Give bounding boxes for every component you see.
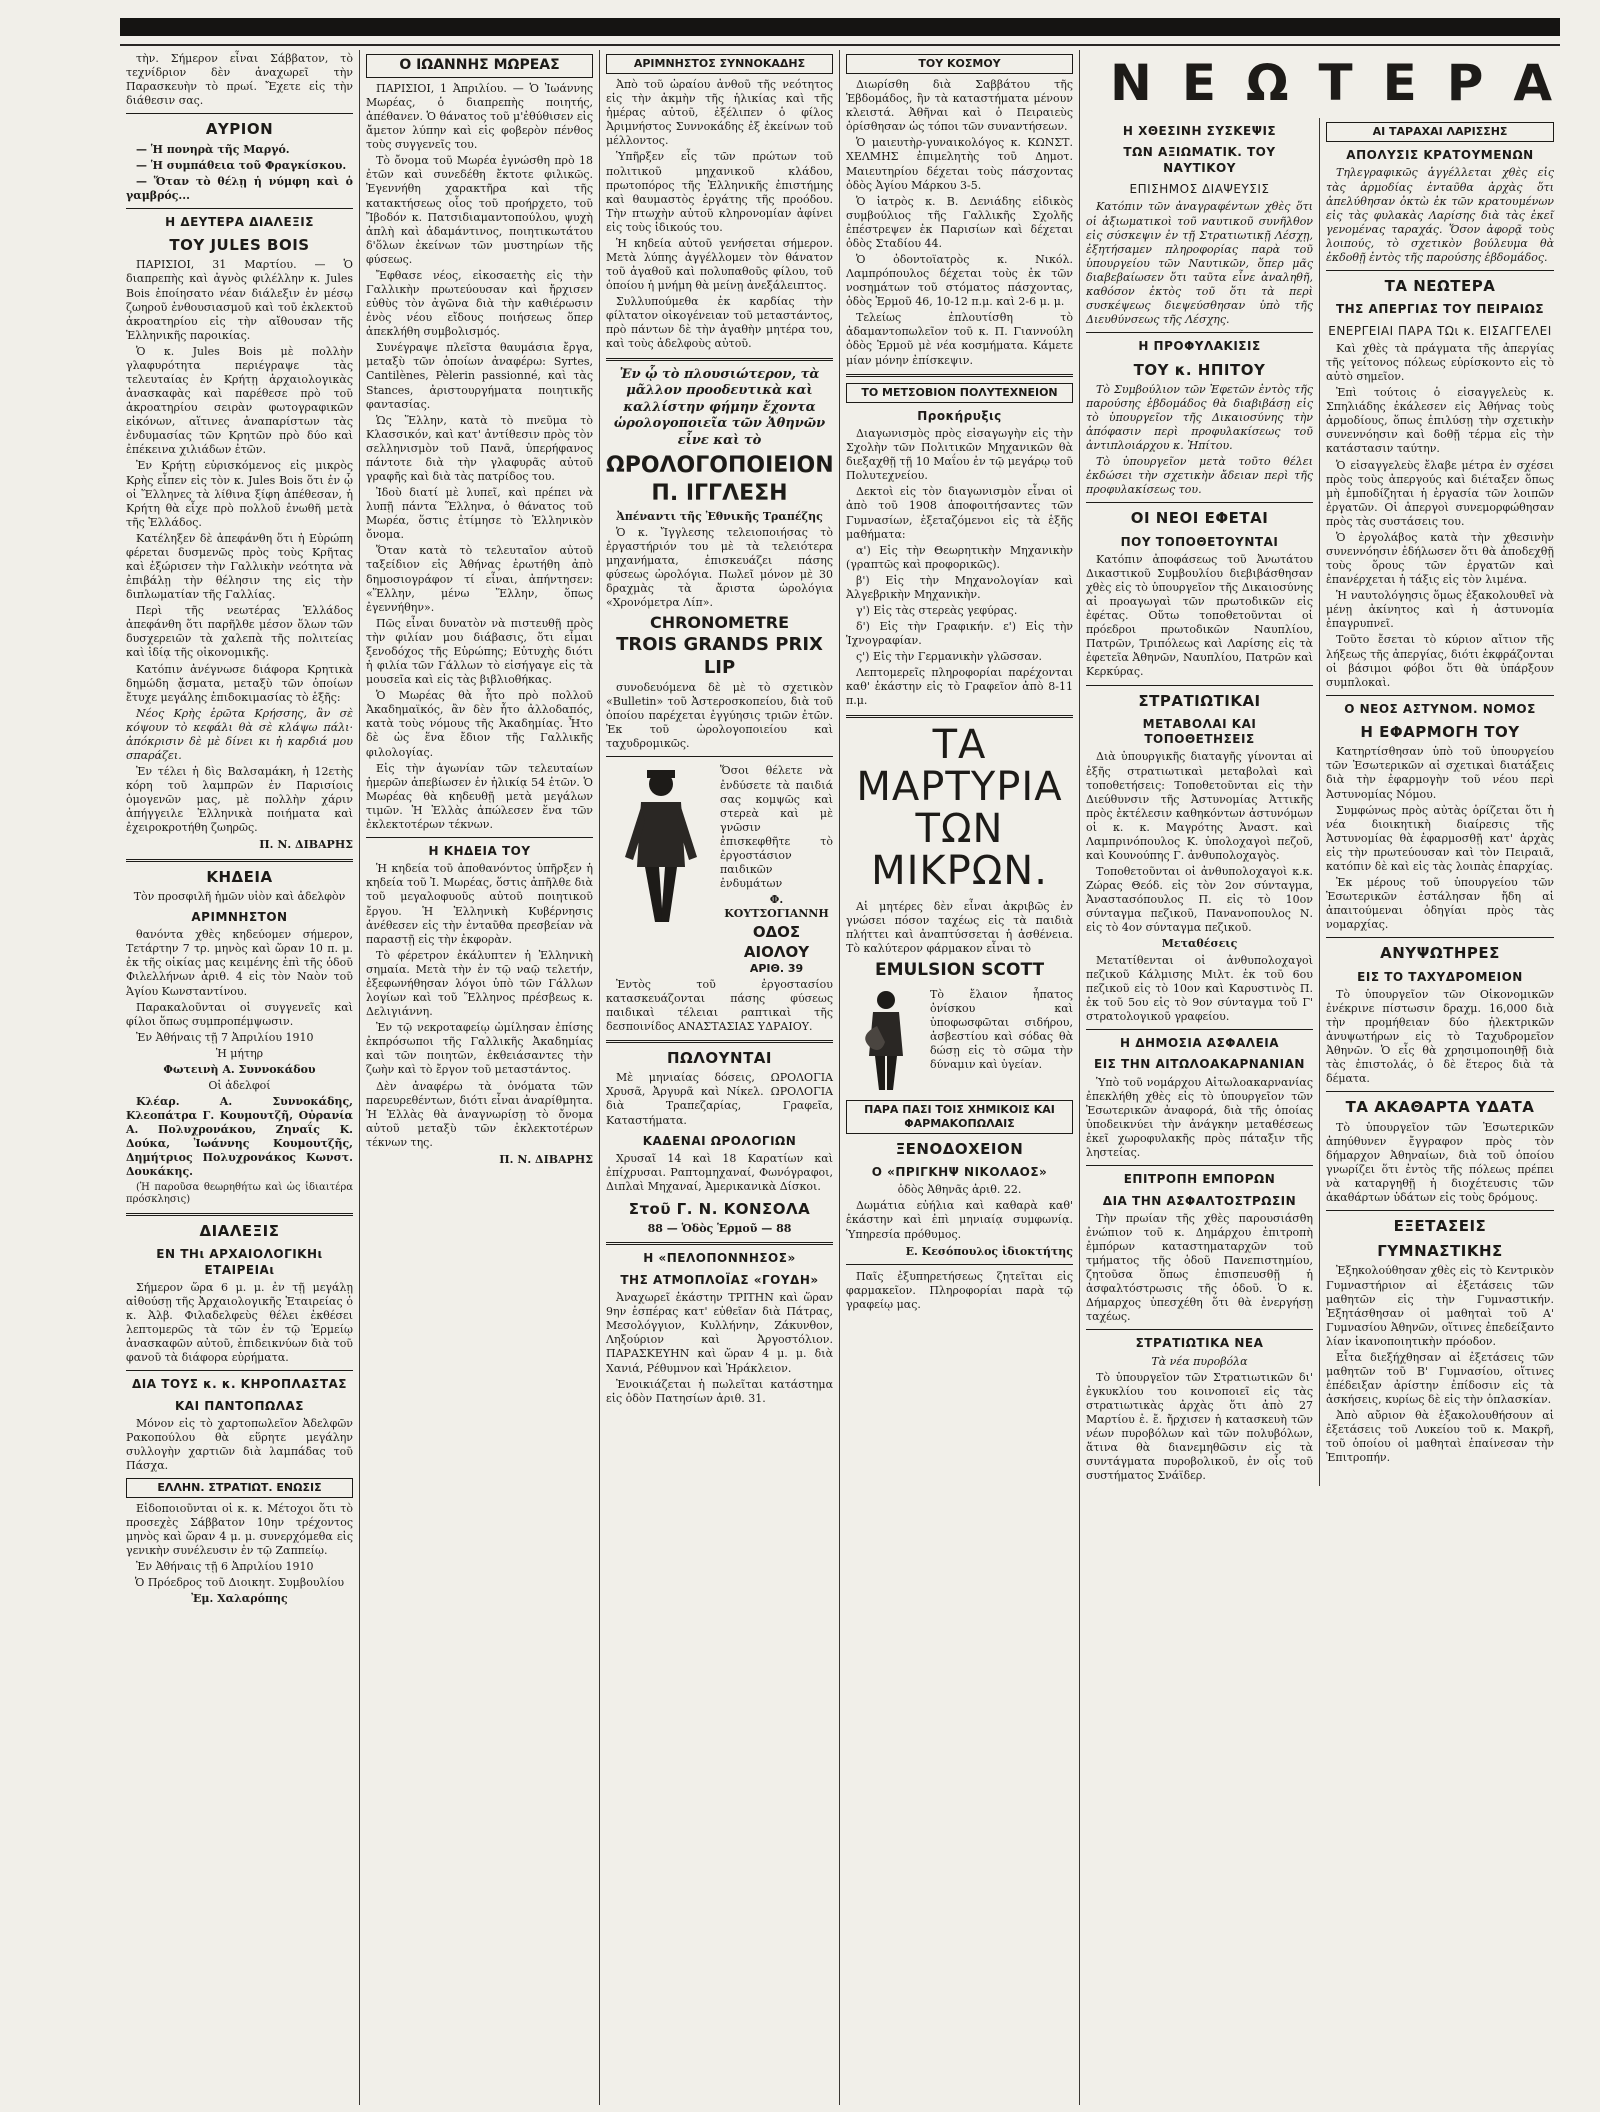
article-paragraph: Ἐν τέλει ἡ δὶς Βαλσαμάκη, ἡ 12ετὴς κόρη τοῦ λαμπρῶν ἐν Παρισίοις ὁμογενῶν μας, μὲ πολλὴν χάριν ἀπήγγειλε Ἑλληνικὰ ποιήματα καὶ ἐχειροκροτήθη ζωηρῶς. xyxy=(126,765,353,835)
avrion-line: — Ἡ συμπάθεια τοῦ Φραγκίσκου. xyxy=(136,158,347,172)
article-title: ΕΞΕΤΑΣΕΙΣ xyxy=(1393,1217,1487,1236)
article-sub: ΔΙΑ ΤΗΝ ΑΣΦΑΛΤΟΣΤΡΩΣΙΝ xyxy=(1102,1193,1297,1208)
notice-title: ΚΗΔΕΙΑ xyxy=(206,867,273,886)
article-paragraph: Ὁ ἰατρὸς κ. Β. Δενιάδης εἰδικὸς συμβούλιος τῆς Γαλλικῆς Σχολῆς ἐπέστρεψεν ἐκ Παρισίων καὶ δέχεται ὁδὸς Σταδίου 44. xyxy=(846,194,1073,250)
article-paragraph: Ἐξηκολούθησαν χθὲς εἰς τὸ Κεντρικὸν Γυμναστήριον αἱ ἐξετάσεις τῶν μαθητῶν εἰς τὴν Γυμναστικήν. Ἐξητάσθησαν οἱ μαθηταὶ τοῦ Α' Γυμνασίου Ἀθηνῶν, οἵτινες ἐπεδείξαντο λίαν ἱκανοποιητικὴν πρόοδον. xyxy=(1326,1264,1554,1348)
article-paragraph: Ἐν τῷ νεκροταφείῳ ὡμίλησαν ἐπίσης ἐκπρόσωποι τῆς Γαλλικῆς Ἀκαδημίας καὶ τῶν ποιητῶν, ἐκθειάσαντες τὴν ζωὴν καὶ τὸ ἔργον τοῦ μεταστάντος. xyxy=(366,1021,593,1077)
divider xyxy=(1326,270,1554,271)
divider xyxy=(1086,685,1313,686)
article-paragraph: Κατόπιν ἀποφάσεως τοῦ Ἀνωτάτου Δικαστικοῦ Συμβουλίου διεβιβάσθησαν χθὲς εἰς τὸ ὑπουργεῖον τῆς Δικαιοσύνης αἱ προαγωγαὶ τῶν πρωτοδικῶν εἰς ἐφέτας. Οὕτω τοποθετοῦνται οἱ πρόεδροι πρωτοδικῶν Ναυπλίου, Πατρῶν, Τριπόλεως καὶ Λαρίσης εἰς τὰ ἐφετεῖα Ἀθηνῶν, Ναυπλίου, Πατρῶν καὶ Κερκύρας. xyxy=(1086,552,1313,679)
article-sub: Τὰ νέα πυροβόλα xyxy=(1151,1354,1248,1368)
article-paragraph: Κατηρτίσθησαν ὑπὸ τοῦ ὑπουργείου τῶν Ἐσωτερικῶν αἱ σχετικαὶ διατάξεις διὰ τὴν ἐφαρμογὴν τοῦ νέου περὶ Ἀστυνομίας Νόμου. xyxy=(1326,745,1554,801)
article-paragraph: Ὑπῆρξεν εἷς τῶν πρώτων τοῦ πολιτικοῦ μηχανικοῦ κλάδου, πρωτοπόρος τῆς Ἑλληνικῆς ἐπιστήμης καὶ θαυμαστὸς ἐργάτης τῆς προόδου. Τὴν πτωχὴν αὐτοῦ κληρονομίαν ἀφίνει εἰς τοὺς ἰδικούς του. xyxy=(606,150,833,234)
article-paragraph: Ἀπὸ τοῦ ὠραίου ἀνθοῦ τῆς νεότητος εἰς τὴν ἀκμὴν τῆς ἡλικίας καὶ τῆς ἡμέρας αὐτοῦ, ἐξέλιπεν ὁ φίλος Ἀριμνήστος Συννοκάδης ἐξ ἐκείνων τοῦ μέλλοντος. xyxy=(606,78,833,148)
article-title: ΣΤΡΑΤΙΩΤΙΚΑ ΝΕΑ xyxy=(1135,1336,1264,1351)
article-title: ΟΙ ΝΕΟΙ ΕΦΕΤΑΙ xyxy=(1130,509,1269,528)
ad-shop: Στοῦ Γ. Ν. ΚΟΝΣΟΛΑ xyxy=(628,1200,811,1219)
article-title: ΑΡΙΜΝΗΣΤΟΣ ΣΥΝΝΟΚΑΔΗΣ xyxy=(606,54,833,74)
article-paragraph: Συνέγραψε πλεῖστα θαυμάσια ἔργα, μεταξὺ τῶν ὁποίων ἀναφέρω: Syrtes, Cantilènes, Pèlerin passionné, καὶ τὰς Stances, ἀριστουργήματα ποιητικῆς φαντασίας. xyxy=(366,341,593,411)
article-paragraph: Διὰ ὑπουργικῆς διαταγῆς γίνονται αἱ ἑξῆς στρατιωτικαὶ μεταβολαὶ καὶ τοποθετήσεις: Τοποθετοῦνται εἰς τὴν Διεύθυνσιν τῆς Ἀστυνομίας Ἀττικῆς πρὸς ἐκτέλεσιν καθηκόντων ἀστυνόμων οἱ κ. κ. Μαγρότης Ἀναστ. καὶ Λαμπρινόπουλος Κ. ὑπολοχαγοὶ πεζοῦ, καὶ Κουνούπης Γ. ἀνθυπολοχαγὸς. xyxy=(1086,750,1313,863)
article-title: Η ΠΡΟΦΥΛΑΚΙΣΙΣ xyxy=(1138,339,1261,354)
fisherman-icon xyxy=(846,986,926,1096)
article-sub: ΜΕΤΑΒΟΛΑΙ ΚΑΙ ΤΟΠΟΘΕΤΗΣΕΙΣ xyxy=(1142,716,1257,747)
ad-intro: Ἐν ᾧ τὸ πλουσιώτερον, τὰ μᾶλλον προοδευτικὰ καὶ καλλίστην φήμην ἔχοντα ὡρολογοποιεῖα τῶν Ἀθηνῶν εἶνε καὶ τὸ xyxy=(613,366,826,449)
union-sign-name: Ἐμ. Χαλαρόπης xyxy=(191,1592,288,1606)
notice-sub: Τὸν προσφιλῆ ἡμῶν υἱὸν καὶ ἀδελφὸν xyxy=(133,889,346,903)
article-title: ΓΥΜΝΑΣΤΙΚΗΣ xyxy=(1377,1242,1503,1261)
article-paragraph: Ὑπὸ τοῦ νομάρχου Αἰτωλοακαρνανίας ἐπεκλήθη χθὲς εἰς τὸ ὑπουργεῖον τῶν Ἐσωτερικῶν ἀναφορά, διὰ τῆς ὁποίας ὑποδεικνύει τὴν ἀνάγκην μεταθέσεως ἐκεῖ χωροφυλακῆς πρὸς πάταξιν τῆς ληστείας. xyxy=(1086,1075,1313,1160)
ad-sub: ΤΗΣ ΑΤΜΟΠΛΟΪΑΣ «ΓΟΥΔΗ» xyxy=(620,1272,819,1287)
article-title: ΤΟΥ κ. ΗΠΙΤΟΥ xyxy=(1133,360,1266,379)
poem: Νέος Κρὴς ἐρῶτα Κρήσσης, ἂν σὲ κόψουν τὸ κεφάλι θὰ σὲ κλάψω πάλι· ἀπόκρισιν δὲ μὲ δίνει κι ἡ καρδιά μου σπαράζει. xyxy=(126,706,353,763)
article-paragraph: Συλλυπούμεθα ἐκ καρδίας τὴν φίλτατον οἰκογένειαν τοῦ μεταστάντος, πρὸ πάντων δὲ τὴν ἀγαθὴν μητέρα του, καὶ τοὺς ἀδελφοὺς αὐτοῦ. xyxy=(606,295,833,351)
divider xyxy=(1326,695,1554,696)
ad-clothing xyxy=(606,762,833,975)
ad-address: 88 — Ὁδὸς Ἑρμοῦ — 88 xyxy=(647,1222,792,1236)
ad-headline: ΤΩΝ xyxy=(915,805,1004,852)
article-paragraph: Τὸ ὄνομα τοῦ Μωρέα ἐγνώσθη πρὸ 18 ἐτῶν καὶ συνεδέθη ἔκτοτε φιλικῶς. Ἐγεννήθη χαρακτῆρα καὶ τῆς κατακτήσεως οἷος τοῦ προήρχετο, τοῦ Ἴβοδόν κ. Πατσιδιαμαντοπούλου, ψυχὴ ἁπλὴ καὶ ἀδαμάντινος, ποιητικωτάτου δ'ὅλων ἐκείνων τῶν μυστηρίων τῆς φύσεως. xyxy=(366,154,593,266)
article-title: ΑΝΥΨΩΤΗΡΕΣ xyxy=(1380,944,1500,963)
hotel-owner: Ε. Κεσόπουλος ἰδιοκτήτης xyxy=(905,1244,1073,1258)
column-6 xyxy=(1320,118,1560,1486)
article-paragraph: Ὁ ὀδοντοϊατρὸς κ. Νικόλ. Λαμπρόπουλος δέχεται τοὺς ἐκ τῶν νοσημάτων τοῦ στόματος πάσχοντας, ὁδὸς Ἑρμοῦ 46, 10-12 π.μ. καὶ 2-6 μ. μ. xyxy=(846,253,1073,309)
article-title: ΕΠΙΤΡΟΠΗ ΕΜΠΟΡΩΝ xyxy=(1123,1172,1276,1187)
column-5 xyxy=(1080,118,1320,1486)
hotel-address: ὁδὸς Ἀθηνᾶς ἀριθ. 22. xyxy=(897,1183,1022,1197)
article-title: Η ΧΘΕΣΙΝΗ ΣΥΣΚΕΨΙΣ xyxy=(1122,124,1277,138)
article-paragraph: Ἡ κηδεία αὐτοῦ γενήσεται σήμερον. Μετὰ λύπης ἀγγέλλομεν τὸν θάνατον τοῦ ἀγαθοῦ καὶ πολυπαθοῦς φίλου, τοῦ ὁποίου ἡ μνήμη θὰ μείνῃ ἀνεξάλειπτος. xyxy=(606,236,833,293)
column-3 xyxy=(600,50,840,2105)
ad-sub: ΚΑΔΕΝΑΙ ΩΡΟΛΟΓΙΩΝ xyxy=(642,1133,797,1148)
avrion-line: — Ὅταν τὸ θέλῃ ἡ νύμφη καὶ ὁ γαμβρός... xyxy=(126,174,353,202)
ad-brand: TROIS GRANDS PRIX LIP xyxy=(616,634,823,679)
divider xyxy=(1086,1165,1313,1166)
article-title: ΤΩΝ ΑΞΙΩΜΑΤΙΚ. ΤΟΥ ΝΑΥΤΙΚΟΥ xyxy=(1123,145,1276,175)
ad-paragraph: Ἐνοικιάζεται ἡ πωλεῖται κατάστημα εἰς ὁδὸν Πατησίων ἀριθ. 31. xyxy=(606,1377,833,1405)
masthead-bar xyxy=(120,18,1560,36)
ad-brand: CHRONOMETRE xyxy=(649,612,790,632)
ad-paragraph: Παῖς ἐξυπηρετήσεως ζητεῖται εἰς φαρμακεῖον. Πληροφορίαι παρὰ τῷ γραφείῳ μας. xyxy=(846,1269,1073,1311)
notice-paragraph: θανόντα χθὲς κηδεύομεν σήμερον, Τετάρτην 7 τρ. μηνὸς καὶ ὥραν 10 π. μ. ἐκ τῆς οἰκίας μας κειμένης ἐπὶ τῆς ὁδοῦ Φιλελλήνων ἀριθ. 4 εἰς τὸν Ναὸν τοῦ Ἁγίου Κωνσταντίνου. xyxy=(126,928,353,998)
divider xyxy=(846,374,1073,377)
ad-paragraph: Ἐντὸς τοῦ ἐργοστασίου κατασκευάζονται πάσης φύσεως παιδικαὶ τέλειαι ραπτικαὶ τῆς δεσποινίδος ΑΝΑΣΤΑΣΙΑΣ ΥΔΡΑΙΟΥ. xyxy=(606,977,833,1034)
article-paragraph: Συμφώνως πρὸς αὐτὰς ὁρίζεται ὅτι ἡ νέα διοικητικὴ διαίρεσις τῆς Ἀστυνομίας θὰ ἐφαρμοσθῇ κατ' ἀρχὰς εἰς τὴν πρωτεύουσαν καὶ τὸν Πειραιᾶ, κατόπιν δὲ καὶ εἰς τὰς λοιπὰς ἐπαρχίας. xyxy=(1326,803,1554,873)
list-item: ς') Εἰς τὴν Γερμανικὴν γλῶσσαν. xyxy=(856,650,1043,664)
avrion-line: — Ἡ πονηρὰ τῆς Μαργό. xyxy=(136,142,290,156)
ad-headline: ΜΑΡΤΥΡΙΑ xyxy=(856,763,1063,810)
article-paragraph: Ἐκ μέρους τοῦ ὑπουργείου τῶν Ἐσωτερικῶν ἐστάλησαν ἤδη αἱ ἀπαιτούμεναι ὁδηγίαι πρὸς τὰς νομαρχίας. xyxy=(1326,876,1554,932)
article-paragraph: Ἐν Κρήτῃ εὑρισκόμενος εἰς μικρὸς Κρὴς εἶπεν εἰς τὸν κ. Jules Bois ὅτι ἐν ᾧ οἱ Ἕλληνες τὰ λίθινα ξίφη ἀπέθεσαν, ἡ Κρήτη θὰ εἶχε πρὸ πολλοῦ ἑνωθῆ μετὰ τῆς Ἑλλάδος. xyxy=(126,459,353,529)
ad-brand: EMULSION SCOTT xyxy=(874,959,1045,980)
divider xyxy=(1086,1029,1313,1030)
article-paragraph: Εἰς τὴν ἀγωνίαν τῶν τελευταίων ἡμερῶν ἀπεβίωσεν ἐν ἡλικίᾳ 54 ἐτῶν. Ὁ Μωρέας θὰ κηδευθῇ μετὰ μεγάλων τιμῶν. Ἡ Ἑλλὰς ἀπώλεσεν ἕνα τῶν ἐκλεκτοτέρων τέκνων. xyxy=(366,761,593,831)
divider xyxy=(1086,1329,1313,1330)
divider xyxy=(606,358,833,361)
article-paragraph: Τὸ ὑπουργεῖον τῶν Οἰκονομικῶν ἐνέκρινε πίστωσιν δραχμ. 16,000 διὰ τὴν προμήθειαν δύο ἠλεκτρικῶν ἀνυψωτήρων εἰς τὸ Ταχυδρομεῖον Ἀθηνῶν. Ὁ εἷς θὰ χρησιμοποιηθῇ διὰ τὰς ἐπιστολάς, ὁ δὲ ἕτερος διὰ τὰ δέματα. xyxy=(1326,987,1554,1086)
ad-paragraph: Μὲ μηνιαίας δόσεις, ΩΡΟΛΟΓΙΑ Χρυσᾶ, Ἀργυρᾶ καὶ Νίκελ. ΩΡΟΛΟΓΙΑ διὰ Τραπεζαρίας, Γραφεῖα, Καταστήματα. xyxy=(606,1071,833,1127)
article-paragraph: Δὲν ἀναφέρω τὰ ὀνόματα τῶν παρευρεθέντων, διότι εἶναι ἀναρίθμητα. Ἡ Ἑλλὰς θὰ ἀναγνωρίσῃ τὸ ὄνομα αὐτοῦ μεταξὺ τῶν ἐκλεκτοτέρων τέκνων της. xyxy=(366,1079,593,1149)
divider xyxy=(126,1370,353,1371)
divider xyxy=(1086,502,1313,503)
article-paragraph: Ἡ ναυτολόγησις ὅμως ἐξακολουθεῖ νὰ μένῃ ἀκίνητος καὶ ἡ ἀστυνομία ἐπαγρυπνεῖ. xyxy=(1326,589,1554,631)
article-paragraph: Τὸ ὑπουργεῖον τῶν Στρατιωτικῶν δι' ἐγκυκλίου του κοινοποιεῖ εἰς τὰς στρατιωτικὰς ἀρχὰς ὅτι ἀπὸ 27 Μαρτίου ἐ. ἔ. ἤρχισεν ἡ κατασκευὴ τῶν νέων πυροβόλων καὶ τῶν πολυβόλων, ἅτινα θὰ διανεμηθῶσιν εἰς τὰ συντάγματα πυροβολικοῦ, ἐν οἷς τοῦ συστήματος Σνάϊδερ. xyxy=(1086,1370,1313,1483)
union-paragraph: Εἰδοποιοῦνται οἱ κ. κ. Μέτοχοι ὅτι τὸ προσεχὲς Σάββατον 10ην τρέχοντος μηνὸς καὶ ὥραν 4 μ. μ. συνερχόμεθα εἰς γενικὴν συνέλευσιν ἐν τῷ Ζαππείῳ. xyxy=(126,1501,353,1557)
ad-scott-body xyxy=(846,986,1073,1096)
article-paragraph: Κατόπιν ἀνέγνωσε διάφορα Κρητικὰ δημώδη ᾄσματα, μεταξὺ τῶν ὁποίων ἔτυχε μεγάλης ἐπιδοκιμασίας τὸ ἑξῆς: xyxy=(126,662,353,704)
article-paragraph: Τὸ ὑπουργεῖον μετὰ τοῦτο θέλει ἐκδώσει τὴν σχετικὴν ἄδειαν περὶ τῆς προφυλακίσεως του. xyxy=(1086,455,1313,497)
ad-name: Π. ΙΓΓΛΕΣΗ xyxy=(651,480,788,506)
list-item: δ') Εἰς τὴν Γραφικήν. ε') Εἰς τὴν Ἱχνογραφίαν. xyxy=(846,620,1073,648)
article-sub: ΕΝΕΡΓΕΙΑΙ ΠΑΡΑ ΤΩι κ. ΕΙΣΑΓΓΕΛΕΙ xyxy=(1328,323,1552,338)
article-paragraph: Μετατίθενται οἱ ἀνθυπολοχαγοὶ πεζικοῦ Κάλμισης Μιλτ. ἐκ τοῦ 6ου πεζικοῦ εἰς τὸ 10ον καὶ Καρυστινὸς Π. ἐκ τοῦ 5ου εἰς τὸ 9ον σύνταγμα τοῦ Γ' στρατολογικοῦ γραφείου. xyxy=(1086,953,1313,1023)
article-sub: ΠΟΥ ΤΟΠΟΘΕΤΟΥΝΤΑΙ xyxy=(1120,534,1279,549)
article-paragraph: Ὁ κ. Jules Bois μὲ πολλὴν γλαφυρότητα περιέγραψε τὰς τελευταίας ἐν Κρήτῃ ἀρχαιολογικὰς ἀνασκαφὰς καὶ παρέθεσε πρὸ τοῦ ἀκροατηρίου σειρὰν φωτογραφικῶν εἰκόνων, αἵτινες ἀναπαρίστων τὰς ἐνδυμασίας τῶν Κρητῶν πρὸ δύο καὶ ἐπέκεινα χιλιάδων ἐτῶν. xyxy=(126,344,353,457)
ad-street: ΟΔΟΣ ΑΙΟΛΟΥ xyxy=(743,923,810,961)
ad-name: Φ. ΚΟΥΤΣΟΓΙΑΝΝΗ xyxy=(724,893,829,921)
article-paragraph: Δεκτοὶ εἰς τὸν διαγωνισμὸν εἶναι οἱ ἀπὸ τοῦ 1908 ἀποφοιτήσαντες τῶν Γυμνασίων, ἐξεταζόμενοι εἰς τὰ ἑξῆς μαθήματα: xyxy=(846,485,1073,541)
divider xyxy=(1326,1091,1554,1092)
ad-title: ΚΑΙ ΠΑΝΤΟΠΩΛΑΣ xyxy=(174,1398,304,1413)
article-paragraph: Περὶ τῆς νεωτέρας Ἑλλάδος ἀπεφάνθη ὅτι παρῆλθε μέσον ὅλων τῶν δυσχερειῶν τὰ χαλεπὰ τῆς πολιτείας καὶ ἰδίᾳ τῆς οἰκονομικῆς. xyxy=(126,604,353,660)
notice-siblings-names: Κλέαρ. Α. Συννοκάδης, Κλεοπάτρα Γ. Κουμουτζῆ, Οὐρανία Α. Πολυχρονάκου, Ζηναΐς Κ. Δούκα, Ἰωάννης Κουμουτζῆς, Δημήτριος Πολυχρονάκος Κωνστ. Δουκάκης. xyxy=(126,1095,353,1179)
article-paragraph: Τὴν πρωίαν τῆς χθὲς παρουσιάσθη ἐνώπιον τοῦ κ. Δημάρχου ἐπιτροπὴ ἐμπόρων καταστηματαρχῶν τοῦ τμήματος τῆς ὁδοῦ Πανεπιστημίου, ζητοῦσα ὅπως ἐπισπευσθῇ ἡ ἀσφαλτόστρωσις τῆς ὁδοῦ. Ὁ κ. Δήμαρχος ὑπεσχέθη ὅτι θὰ ἐνεργήσῃ ταχέως. xyxy=(1086,1211,1313,1324)
column-4 xyxy=(840,50,1080,2105)
newspaper-page xyxy=(120,50,1583,2105)
article-paragraph: Καὶ χθὲς τὰ πράγματα τῆς ἀπεργίας τῆς γείτονος πόλεως εὑρίσκοντο εἰς τὸ αὐτὸ σημεῖον. xyxy=(1326,341,1554,384)
ad-paragraph: Ἀναχωρεῖ ἑκάστην ΤΡΙΤΗΝ καὶ ὥραν 9ην ἑσπέρας κατ' εὐθεῖαν διὰ Πάτρας, Μεσολόγγιον, Κυλλήνην, Ζάκυνθον, Ληξούριον καὶ Ἀργοστόλιον. ΠΑΡΑΣΚΕΥΗΝ καὶ ὥραν 4 μ. μ. διὰ Χανιά, Ρέθυμνον καὶ Ἡράκλειον. xyxy=(606,1291,833,1375)
neotera-section xyxy=(1080,50,1583,2105)
notice-paragraph: Παρακαλοῦνται οἱ συγγενεῖς καὶ φίλοι ὅπως συμπροπέμψωσιν. xyxy=(126,1000,353,1028)
article-paragraph: Τηλεγραφικῶς ἀγγέλλεται χθὲς εἰς τὰς ἁρμοδίας ἐνταῦθα ἀρχὰς ὅτι ἀπελύθησαν ὀκτὼ ἐκ τῶν κρατουμένων εἰς τὰς φυλακὰς Λαρίσης διὰ τὰς ἐκεῖ γενομένας ταραχάς. Ὅσον ἀφορᾷ τοὺς λοιπούς, τὸ σχετικὸν βούλευμα θὰ ἐκδοθῇ ἐντὸς τῆς παρούσης ἑβδομάδος. xyxy=(1326,166,1554,264)
divider xyxy=(126,113,353,114)
divider xyxy=(126,859,353,862)
boy-figure-icon xyxy=(606,762,716,975)
lecture-paragraph: Σήμερον ὥρα 6 μ. μ. ἐν τῇ μεγάλῃ αἰθούσῃ τῆς Ἀρχαιολογικῆς Ἑταιρείας ὁ κ. Ἀλβ. Φιλαδελφεὺς θέλει ἐκθέσει λεπτομερῶς τὰ τῶν ἐν τῷ Ἑρμείῳ ἀνασκαφῶν αὐτοῦ, ἐπιδεικνύων διὰ τοῦ φανοῦ τὰ διάφορα εὑρήματα. xyxy=(126,1281,353,1365)
divider xyxy=(126,208,353,209)
ad-title: ΔΙΑ ΤΟΥΣ κ. κ. ΚΗΡΟΠΛΑΣΤΑΣ xyxy=(131,1377,347,1392)
article-paragraph: Κατέληξεν δὲ ἀπεφάνθη ὅτι ἡ Εὐρώπη φέρεται δυσμενῶς πρὸς τοὺς Κρῆτας καὶ ἐξώρισεν τὴν Γαλλικὴν νεότητα νὰ ἐπιβάλῃ τὴν θέλησιν της εἰς τὴν διπλωματίαν τῆς Γαλλίας. xyxy=(126,531,353,602)
divider xyxy=(606,1040,833,1043)
ad-title: ΠΩΛΟΥΝΤΑΙ xyxy=(666,1049,772,1068)
article-paragraph: Ὁ εἰσαγγελεὺς ἔλαβε μέτρα ἐν σχέσει πρὸς τοὺς ἀπεργούς καὶ διέταξεν ὅπως μὴ ἐμποδίζηται ἡ ἐργασία τῶν λοιπῶν ἐργατῶν. Οἱ ἀπεργοὶ συνεμορφώθησαν πρὸς τὰς συστάσεις του. xyxy=(1326,458,1554,528)
list-item: γ') Εἰς τὰς στερεὰς γεφύρας. xyxy=(856,604,1018,618)
masthead-rule xyxy=(120,44,1560,46)
ad-headline: ΜΙΚΡΩΝ. xyxy=(871,847,1048,894)
section-title: Η ΚΗΔΕΙΑ ΤΟΥ xyxy=(428,843,531,858)
section-masthead: ΝΕΩΤΕΡΑ xyxy=(1110,54,1583,112)
article-title: ΤΟΥ ΚΟΣΜΟΥ xyxy=(846,54,1073,74)
article-paragraph: Ὡς Ἕλλην, κατὰ τὸ πνεῦμα τὸ Κλασσικόν, καὶ κατ' ἀντίθεσιν πρὸς τὸν σελληνισμὸν τοῦ Πανᾶ, ὑπερήφανος πάντοτε διὰ τὴν γλαφυρᾶς αὐτοῦ γραφῆς καὶ διὰ τὰς πατρίδος του. xyxy=(366,413,593,484)
article-title: ΤΑ ΝΕΩΤΕΡΑ xyxy=(1384,276,1496,295)
article-paragraph: Ὁ μαιευτὴρ-γυναικολόγος κ. ΚΩΝΣΤ. ΧΕΛΜΗΣ ἐπιμελητὴς τοῦ Δημοτ. Μαιευτηρίου δέχεται τοὺς πάσχοντας ὁδὸς Ἀγίου Μάρκου 3-5. xyxy=(846,136,1073,192)
article-paragraph: Τοποθετοῦνται οἱ ἀνθυπολοχαγοὶ κ.κ. Ζώρας Θεόδ. εἰς τὸν 2ον σύνταγμα, Ἀναστασόπουλος Π. εἰς τὸ 10ον σύνταγμα πεζικοῦ, Πανανοπουλος Ν. εἰς τὸ 4ον σύνταγμα πεζικοῦ. xyxy=(1086,865,1313,935)
column-1 xyxy=(120,50,360,2105)
ad-paragraph: Τὸ ἔλαιον ἧπατος ὀνίσκου καὶ ὑποφωσφῶται σιδήρου, ἀσβεστίου καὶ σόδας θὰ δώσῃ εἰς τὸ σῶμα τὴν δύναμιν καὶ ὑγείαν. xyxy=(930,987,1073,1072)
section-sub: Προκήρυξις xyxy=(917,408,1002,423)
list-item: α') Εἰς τὴν Θεωρητικὴν Μηχανικὴν (γραπτῶς καὶ προφορικῶς). xyxy=(846,543,1073,571)
ad-paragraph: Αἱ μητέρες δὲν εἶναι ἀκριβῶς ἐν γνώσει πόσον ταχέως εἰς τὰ παιδιὰ πλήττει καὶ ἀναπτύσσεται ἡ ἀσθένεια. Τὸ καλύτερον φάρμακον εἶναι τὸ xyxy=(846,899,1073,955)
article-paragraph: Τὸ ὑπουργεῖον τῶν Ἐσωτερικῶν ἀπηύθυνεν ἔγγραφον πρὸς τὸν δήμαρχον Ἀθηναίων, διὰ τοῦ ὁποίου γνωρίζει ὅτι ἐντὸς τῆς πόλεως πρέπει νὰ καταργηθῇ ἡ διοχέτευσις τῶν ἀκαθάρτων ὑδάτων εἰς τοὺς δρόμους. xyxy=(1326,1120,1554,1204)
article-paragraph: Ἐπὶ τούτοις ὁ εἰσαγγελεὺς κ. Σπηλιάδης ἐκάλεσεν εἰς Ἀθήνας τοὺς ἀρμοδίους, ὅπως ἐπιλύσῃ τὴν σχετικὴν συνεννόησιν καὶ δοθῇ τέρμα εἰς τὴν κατάστασιν ταύτην. xyxy=(1326,386,1554,456)
ad-location: Ἀπέναντι τῆς Ἐθνικῆς Τραπέζης xyxy=(616,510,823,523)
divider xyxy=(1326,1210,1554,1211)
article-subhead: Μεταθέσεις xyxy=(1161,937,1238,951)
article-paragraph: Ἔφθασε νέος, εἰκοσαετὴς εἰς τὴν Γαλλικὴν πρωτεύουσαν καὶ ἤρχισεν εὐθὺς τὸν ἀγῶνα διὰ τὴν καθιέρωσιν ἑνὸς νέου εἴδους ποιήσεως ὅπερ ἀπεκλήθη συμβολισμός. xyxy=(366,268,593,339)
hotel-paragraph: Δωμάτια εὐήλια καὶ καθαρὰ καθ' ἑκάστην καὶ ἐπὶ μηνιαίᾳ συμφωνίᾳ. Ὑπηρεσία πρόθυμος. xyxy=(846,1199,1073,1241)
article-title: ΤΟΥ JULES BOIS xyxy=(169,236,310,255)
ad-paragraph: συνοδευόμενα δὲ μὲ τὸ σχετικὸν «Bulletin» τοῦ Ἀστεροσκοπείου, διὰ τοῦ ὁποίου παρέχεται ἐγγύησις τριῶν ἐτῶν. Ἐκ τοῦ ὠρολογοποιείου καὶ ταχυδρομικῶς. xyxy=(606,681,833,751)
article-title: ΤΗΣ ΑΠΕΡΓΙΑΣ ΤΟΥ ΠΕΙΡΑΙΩΣ xyxy=(1335,302,1545,317)
divider xyxy=(606,1242,833,1245)
article-title: ΣΤΡΑΤΙΩΤΙΚΑΙ xyxy=(1138,691,1261,710)
article-title: Η ΕΦΑΡΜΟΓΗ ΤΟΥ xyxy=(1360,723,1520,742)
divider xyxy=(366,837,593,838)
article-title: Η ΔΗΜΟΣΙΑ ΑΣΦΑΛΕΙΑ xyxy=(1119,1035,1280,1050)
lecture-sub: ΕΝ ΤΗι ΑΡΧΑΙΟΛΟΓΙΚΗι ΕΤΑΙΡΕΙΑι xyxy=(156,1247,323,1277)
divider xyxy=(126,1213,353,1216)
lecture-title: ΔΙΑΛΕΞΙΣ xyxy=(199,1222,280,1241)
notice-name: ΑΡΙΜΝΗΣΤΟΝ xyxy=(191,909,288,924)
notice-note: (Ἡ παροῦσα θεωρηθήτω καὶ ὡς ἰδιαιτέρα πρόσκλησις) xyxy=(126,1181,353,1206)
hotel-name: Ο «ΠΡΙΓΚΗΨ ΝΙΚΟΛΑΟΣ» xyxy=(871,1164,1048,1179)
article-paragraph: Ὅταν κατὰ τὸ τελευταῖον αὐτοῦ ταξείδιον εἰς Ἀθήνας ἐρωτήθη ἀπὸ δημοσιογράφον τί εἶναι, ἀπήντησεν: «Ἕλλην, μένω Ἕλλην, ὅπως ἐγεννήθην». xyxy=(366,544,593,614)
section-title: ΤΟ ΜΕΤΣΟΒΙΟΝ ΠΟΛΥΤΕΧΝΕΙΟΝ xyxy=(846,383,1073,403)
signature: Π. Ν. ΔΙΒΑΡΗΣ xyxy=(499,1152,593,1166)
article-title: Ο ΝΕΟΣ ΑΣΤΥΝΟΜ. ΝΟΜΟΣ xyxy=(1344,701,1536,716)
notice-siblings-label: Οἱ ἀδελφοί xyxy=(208,1078,271,1092)
article-paragraph: Τὸ Συμβούλιον τῶν Ἐφετῶν ἐντὸς τῆς παρούσης ἑβδομάδος θὰ διαβιβάσῃ εἰς τὸ ὑπουργεῖον τῆς Δικαιοσύνης τὴν ἀπόφασιν περὶ προφυλακίσεως τοῦ ἀντιπλοιάρχου κ. Ἠπίτου. xyxy=(1086,382,1313,452)
article-title: Η ΔΕΥΤΕΡΑ ΔΙΑΛΕΞΙΣ xyxy=(165,214,314,229)
column-2 xyxy=(360,50,600,2105)
article-paragraph: Ὁ ἐργολάβος κατὰ τὴν χθεσινὴν συνεννόησιν ἐδήλωσεν ὅτι θὰ ἀποδεχθῇ τοὺς ὅρους τῶν ἐργατῶν καὶ ἐπανέρχεται ἡ τάξις εἰς τὸν λιμένα. xyxy=(1326,530,1554,587)
article-paragraph: Τελείως ἐπλουτίσθη τὸ ἀδαμαντοπωλεῖον τοῦ κ. Π. Γιαννούλη ὁδὸς Ἑρμοῦ μὲ νέα κοσμήματα. Κάμετε μίαν μόνην ἐπίσκεψιν. xyxy=(846,311,1073,367)
article-paragraph: ΠΑΡΙΣΙΟΙ, 1 Ἀπριλίου. — Ὁ Ἰωάννης Μωρέας, ὁ διαπρεπὴς ποιητής, ἀπέθανεν. Ὁ θάνατος τοῦ μ'ἐθύθισεν εἰς ἄμετον λύπην καὶ εἰς φοβερὸν πένθος τοὺς συγγενεῖς του. xyxy=(366,81,593,152)
article-sub: ΕΙΣ ΤΟ ΤΑΧΥΔΡΟΜΕΙΟΝ xyxy=(1357,969,1523,984)
divider xyxy=(1326,937,1554,938)
ad-paragraph: Ὁ κ. Ἴγγλεσης τελειοποιήσας τὸ ἐργαστήριόν του μὲ τὰ τελειότερα μηχανήματα, ἐπισκευάζει πάσης φύσεως ὡρολόγια. Πωλεῖ μόνον μὲ 30 δραχμὰς τὰ ἄριστα ὡρολόγια «Χρονόμετρα Λίπ». xyxy=(606,526,833,610)
ad-paragraph: Χρυσαῖ 14 καὶ 18 Καρατίων καὶ ἐπίχρυσαι. Ραπτομηχαναί, Φωνόγραφοι, Διπλαὶ Μηχαναί, Ἀμερικανικὰ Δίσκοι. xyxy=(606,1151,833,1194)
union-date: Ἐν Ἀθήναις τῇ 6 Ἀπριλίου 1910 xyxy=(136,1559,314,1573)
article-paragraph: Κατόπιν τῶν ἀναγραφέντων χθὲς ὅτι οἱ ἀξιωματικοὶ τοῦ ναυτικοῦ συνῆλθον εἰς σύσκεψιν ἐν τῇ Στρατιωτικῇ Λέσχῃ, ἐξητήσαμεν πληροφορίας παρὰ τοῦ ὑπουργείου τῶν Ναυτικῶν, ὅπερ μᾶς διαβεβαίωσεν ὅτι ταῦτα εἶνε ἀναληθῆ, καθόσον ἐκτὸς τοῦ ὅτι τὰ περὶ συσκέψεως διεψεύσθησαν ὑπὸ τῆς Διευθύνσεως τῆς Λέσχης. xyxy=(1086,200,1313,327)
article-paragraph: Ἀπὸ αὔριον θὰ ἐξακολουθήσουν αἱ ἐξετάσεις τοῦ Λυκείου τοῦ κ. Μακρῆ, τοῦ ὁποίου οἱ μαθηταὶ ἐπαίνεσαν τὴν Ἐπιτροπήν. xyxy=(1326,1409,1554,1465)
article-title: Ο ΙΩΑΝΝΗΣ ΜΩΡΕΑΣ xyxy=(366,54,593,78)
article-paragraph: Ἡ κηδεία τοῦ ἀποθανόντος ὑπῆρξεν ἡ κηδεία τοῦ Ἰ. Μωρέας, ὅστις ἀπῆλθε διὰ τοῦ μεγαλοφυοῦς αὐτοῦ ποιητικοῦ ἔργου. Ἡ Ἑλληνικὴ Κυβέρνησις ἀνέθεσεν εἰς τὴν ἐνταῦθα πρεσβείαν νὰ παραστῇ εἰς τὴν ἐκφορὰν. xyxy=(366,862,593,946)
divider xyxy=(846,715,1073,718)
article-paragraph: Διωρίσθη διὰ Σαββάτου τῆς Ἑβδομάδος, ἣν τὰ καταστήματα μένουν κλειστά. Ἀθῆναι καὶ ὁ Πειραιεὺς ὁρίσθησαν ὡς τόποι τῶν συναντήσεων. xyxy=(846,78,1073,134)
article-sub: ΕΙΣ ΤΗΝ ΑΙΤΩΛΟΑΚΑΡΝΑΝΙΑΝ xyxy=(1094,1057,1305,1072)
article-title: ΑΠΟΛΥΣΙΣ ΚΡΑΤΟΥΜΕΝΩΝ xyxy=(1346,148,1534,163)
neotera-columns xyxy=(1080,118,1560,1486)
intro-text: τὴν. Σήμερον εἶναι Σάββατον, τὸ τεχνίδριον δὲν ἀναχωρεῖ τὴν Παρασκευὴν τὸ πρωί. Ἔχετε εἰς τὴν διάθεσιν σας. xyxy=(126,52,353,108)
notice-date: Ἐν Ἀθήναις τῇ 7 Ἀπριλίου 1910 xyxy=(136,1030,314,1044)
signature: Π. Ν. ΔΙΒΑΡΗΣ xyxy=(259,838,353,852)
article-paragraph: Πῶς εἶναι δυνατὸν νὰ πιστευθῇ πρὸς τὴν φιλίαν μου διάβασις, ὅτι εἶμαι ξενοδόχος τῆς Εὐρώπης; Εὐτυχὴς διότι ἡ φιλία τῶν Γάλλων τὸ εἰσήγαγε εἰς τὰ μουσεῖα καὶ εἰς τὰς βιβλιοθήκας. xyxy=(366,616,593,687)
article-paragraph: Εἶτα διεξήχθησαν αἱ ἐξετάσεις τῶν μαθητῶν τοῦ Β' Γυμνασίου, οἵτινες ἐπέδειξαν ἀρίστην ἐπίδοσιν εἰς τὰ ἀσκήσεις, κυρίως δὲ εἰς τὴν ὁπλασκίαν. xyxy=(1326,1350,1554,1407)
article-title: ΑΙ ΤΑΡΑΧΑΙ ΛΑΡΙΣΣΗΣ xyxy=(1326,122,1554,142)
ad-headline: ΩΡΟΛΟΓΟΠΟΙΕΙΟΝ xyxy=(606,452,834,478)
union-sign-label: Ὁ Πρόεδρος τοῦ Διοικητ. Συμβουλίου xyxy=(134,1575,345,1589)
notice-mother-name: Φωτεινὴ Α. Συννοκάδου xyxy=(163,1062,316,1076)
ad-headline: ΤΑ xyxy=(932,721,987,768)
article-paragraph: Τοῦτο ἔσεται τὸ κύριον αἴτιον τῆς λήξεως τῆς ἀπεργίας, διότι ἐκφράζονται οἱ βάσιμοι φόβοι ὅτι θὰ ὑπάρξουν συμπλοκαὶ. xyxy=(1326,633,1554,689)
ad-pharmacy: ΠΑΡΑ ΠΑΣΙ ΤΟΙΣ ΧΗΜΙΚΟΙΣ ΚΑΙ ΦΑΡΜΑΚΟΠΩΛΑΙΣ xyxy=(846,1100,1073,1134)
ad-paragraph: Ὅσοι θέλετε νὰ ἐνδύσετε τὰ παιδιά σας κομψῶς καὶ στερεὰ καὶ μὲ γνῶσιν ἐπισκεφθῆτε τὸ ἐργοστάσιον παιδικῶν ἐνδυμάτων xyxy=(720,764,833,891)
article-paragraph: Ἰδοὺ διατί μὲ λυπεῖ, καὶ πρέπει νὰ λυπῇ πάντα Ἕλληνα, ὁ θάνατος τοῦ Μωρέα, ὅστις ἐτίμησε τὸ Ἑλληνικὸν ὄνομα. xyxy=(366,486,593,542)
avrion-title: ΑΥΡΙΟΝ xyxy=(205,120,274,139)
hotel-title: ΞΕΝΟΔΟΧΕΙΟΝ xyxy=(895,1139,1024,1158)
article-paragraph: Λεπτομερεῖς πληροφορίαι παρέχονται καθ' ἑκάστην εἰς τὸ Γραφεῖον ἀπὸ 8-11 π.μ. xyxy=(846,666,1073,708)
article-title: ΤΑ ΑΚΑΘΑΡΤΑ ΥΔΑΤΑ xyxy=(1345,1098,1535,1117)
ad-title: Η «ΠΕΛΟΠΟΝΝΗΣΟΣ» xyxy=(643,1251,796,1266)
union-title: ΕΛΛΗΝ. ΣΤΡΑΤΙΩΤ. ΕΝΩΣΙΣ xyxy=(126,1478,353,1498)
ad-paragraph: Μόνον εἰς τὸ χαρτοπωλεῖον Ἀδελφῶν Ρακοπούλου θὰ εὕρητε μεγάλην συλλογὴν χαρτιῶν διὰ λαμπάδας τοῦ Πάσχα. xyxy=(126,1417,353,1473)
notice-mother-label: Ἡ μήτηρ xyxy=(215,1046,264,1060)
ad-number: ΑΡΙΘ. 39 xyxy=(749,961,804,975)
article-paragraph: Διαγωνισμὸς πρὸς εἰσαγωγὴν εἰς τὴν Σχολὴν τῶν Πολιτικῶν Μηχανικῶν θὰ διεξαχθῇ τῇ 10 Μαΐου ἐν τῷ μεγάρῳ τοῦ Πολυτεχνείου. xyxy=(846,427,1073,483)
divider xyxy=(1086,332,1313,333)
article-paragraph: Τὸ φέρετρον ἐκάλυπτεν ἡ Ἑλληνικὴ σημαία. Μετὰ τὴν ἐν τῷ ναῷ τελετήν, ἐξεφωνήθησαν λόγοι ὑπὸ τῶν Γάλλων λογίων καὶ τοῦ Ἕλληνος πρέσβεως κ. Δελιγιάννη. xyxy=(366,948,593,1019)
divider xyxy=(606,756,833,757)
article-paragraph: Ὁ Μωρέας θὰ ἦτο πρὸ πολλοῦ Ἀκαδημαϊκός, ἂν δὲν ἦτο ἀλλοδαπός, κατὰ τοὺς νόμους τῆς Ἀκαδημίας. Ἦτο δὲ ὡς ἕνα ἔδιον τῆς Γαλλικῆς φιλολογίας. xyxy=(366,689,593,759)
divider xyxy=(846,1264,1073,1265)
article-paragraph: ΠΑΡΙΣΙΟΙ, 31 Μαρτίου. — Ὁ διαπρεπὴς καὶ ἀγνὸς φιλέλλην κ. Jules Bois ἐποίησατο νέαν διάλεξιν ἐν μέσῳ ζωηροῦ ἐνθουσιασμοῦ καὶ τοῦ ἐκλεκτοῦ ἀκροατηρίου εἰς τὴν αἴθουσαν τῆς Ἑλληνικῆς παροικίας. xyxy=(126,258,353,342)
list-item: β') Εἰς τὴν Μηχανολογίαν καὶ Ἀλγεβρικὴν Μηχανικὴν. xyxy=(846,573,1073,601)
article-sub: ΕΠΙΣΗΜΟΣ ΔΙΑΨΕΥΣΙΣ xyxy=(1129,182,1270,197)
